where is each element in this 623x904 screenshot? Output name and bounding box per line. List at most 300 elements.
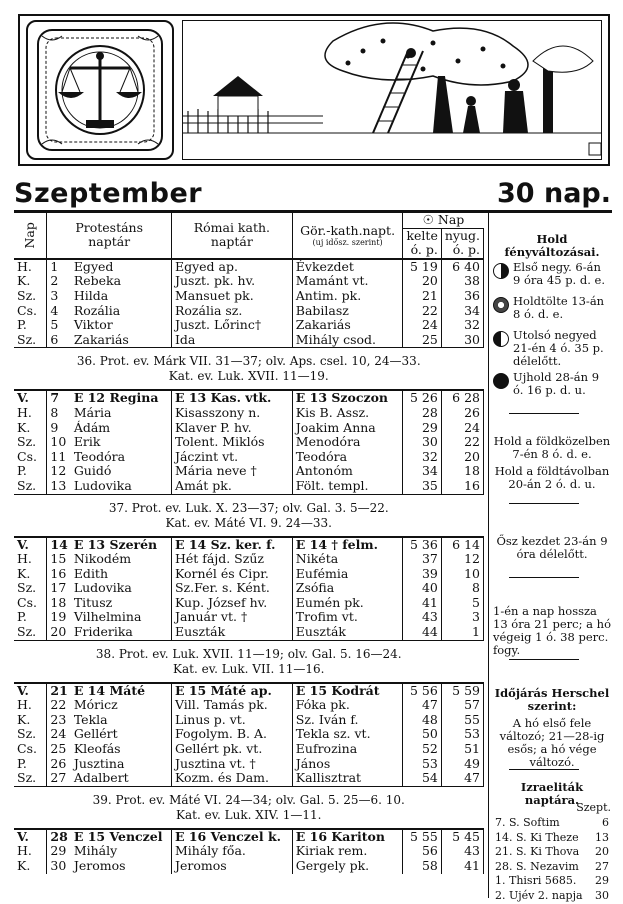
sunrise: 30: [403, 435, 441, 450]
gor-name: Menodóra: [292, 435, 403, 450]
note-line-1: 39. Prot. ev. Máté VI. 24—34; olv. Gal. 5. 25—6. 10.: [92, 792, 405, 807]
day-of-week: P.: [14, 757, 47, 772]
rom-name: Amát pk.: [171, 479, 292, 494]
gor-name: János: [292, 757, 403, 772]
sunset: 5 45: [441, 829, 483, 845]
day-row: [14, 698, 484, 713]
sunrise: 39: [403, 567, 441, 582]
prot-name: Jusztina: [71, 757, 172, 772]
day-number: 7: [47, 390, 71, 406]
day-of-week: P.: [14, 318, 47, 333]
day-number: 4: [50, 302, 59, 318]
sunset: 16: [441, 479, 483, 494]
prot-name: Hilda: [71, 289, 172, 304]
rom-name: Egyed ap.: [171, 259, 292, 275]
sunrise: 50: [403, 727, 441, 742]
libra-emblem: [26, 20, 174, 160]
day-number: 24: [50, 726, 67, 742]
sunrise: 47: [403, 698, 441, 713]
apogee: Hold a földtávolban 20-án 2 ó. d. u.: [494, 464, 610, 491]
prot-name: E 12 Regina: [71, 390, 172, 406]
sunset: 24: [441, 421, 483, 436]
days-count: 30 nap.: [497, 178, 611, 209]
day-number: 16: [50, 565, 67, 581]
sunrise: 5 19: [403, 259, 441, 275]
day-of-week: Sz.: [14, 771, 47, 786]
rom-name: Sz.Fer. s. Ként.: [171, 581, 292, 596]
day-row: [14, 625, 484, 640]
prot-name: Viktor: [71, 318, 172, 333]
rom-name: Mansuet pk.: [171, 289, 292, 304]
sunset: 3: [441, 610, 483, 625]
israel-name: 7. S. Softim: [495, 816, 560, 829]
prot-name: Adalbert: [71, 771, 172, 786]
israel-title: Izraeliták naptára.: [520, 780, 584, 807]
prot-name: Rozália: [71, 304, 172, 319]
sunset: 6 28: [441, 390, 483, 406]
sunrise: 5 36: [403, 537, 441, 553]
day-row: [14, 274, 484, 289]
israel-name: 1. Thisri 5685.: [495, 874, 577, 887]
gor-name: Évkezdet: [292, 259, 403, 275]
prot-name: Friderika: [71, 625, 172, 640]
gor-name: Antonóm: [292, 464, 403, 479]
gospel-note: [14, 494, 484, 537]
day-row: [14, 479, 484, 494]
sunrise: 37: [403, 552, 441, 567]
sunset: 55: [441, 713, 483, 728]
day-number: 17: [50, 580, 67, 596]
day-number: 28: [47, 829, 71, 845]
rom-name: E 16 Venczel k.: [171, 829, 292, 845]
day-of-week: P.: [14, 464, 47, 479]
gor-name: Nikéta: [292, 552, 403, 567]
gor-header: Gör.-kath.napt. (uj idősz. szerint): [292, 213, 403, 259]
prot-name: E 14 Máté: [71, 683, 172, 699]
prot-name: Móricz: [71, 698, 172, 713]
rom-name: Vill. Tamás pk.: [171, 698, 292, 713]
sunset: 8: [441, 581, 483, 596]
gor-name: Zsófia: [292, 581, 403, 596]
sunrise: 21: [403, 289, 441, 304]
day-row: [14, 537, 484, 553]
moon-last: Utolsó negyed 21-én 4 ó. 35 p. délelőtt.: [493, 329, 611, 368]
sunrise: 5 55: [403, 829, 441, 845]
day-row: [14, 390, 484, 406]
set-header: nyug. ó. p.: [441, 228, 483, 259]
rom-name: Jusztina vt. †: [171, 757, 292, 772]
gor-name: Mamánt vt.: [292, 274, 403, 289]
day-number: 1: [47, 259, 71, 275]
sunrise: 54: [403, 771, 441, 786]
day-length: 1-én a nap hossza 13 óra 21 perc; a hó végeig 1 ó. 38 perc. fogy.: [493, 604, 611, 657]
first-quarter-icon: [493, 263, 509, 279]
rom-name: Rozália sz.: [171, 304, 292, 319]
day-row: [14, 610, 484, 625]
day-number: 22: [50, 697, 67, 713]
header-row: [14, 213, 484, 228]
sidebar: [488, 213, 613, 902]
day-number: 18: [50, 594, 67, 610]
sunset: 51: [441, 742, 483, 757]
day-number: 3: [50, 287, 59, 303]
rom-header: Római kath. naptár: [171, 213, 292, 259]
prot-name: E 13 Szerén: [71, 537, 172, 553]
israel-day: 6: [602, 816, 609, 829]
sunrise: 53: [403, 757, 441, 772]
gor-name: E 14 † felm.: [292, 537, 403, 553]
day-row: [14, 259, 484, 275]
moon-title: Hold fényváltozásai.: [504, 232, 600, 259]
sunrise: 41: [403, 596, 441, 611]
israel-day: 29: [595, 874, 609, 887]
sunset: 43: [441, 844, 483, 859]
orchard-scene: [182, 20, 602, 160]
israel-day: 27: [595, 859, 609, 873]
sunrise: 43: [403, 610, 441, 625]
prot-name: Rebeka: [71, 274, 172, 289]
prot-name: Mihály: [71, 844, 172, 859]
prot-name: Gellért: [71, 727, 172, 742]
note-line-2: Kat. ev. Luk. XIV. 1—11.: [176, 807, 322, 822]
day-of-week: Cs.: [14, 596, 47, 611]
month-title: Szeptember: [14, 178, 203, 209]
day-row: [14, 406, 484, 421]
gor-name: Eufrozina: [292, 742, 403, 757]
day-row: [14, 859, 484, 874]
sunset: 34: [441, 304, 483, 319]
sunrise: 32: [403, 450, 441, 465]
sunrise: 56: [403, 844, 441, 859]
rom-name: Január vt. †: [171, 610, 292, 625]
note-line-1: 38. Prot. ev. Luk. XVII. 11—19; olv. Gal. 5. 16—24.: [95, 646, 402, 661]
day-row: [14, 727, 484, 742]
day-row: [14, 713, 484, 728]
rom-name: E 15 Máté ap.: [171, 683, 292, 699]
day-number: 14: [47, 537, 71, 553]
day-of-week: V.: [14, 537, 47, 553]
israel-row: [495, 832, 609, 845]
note-line-2: Kat. ev. Luk. VII. 11—16.: [173, 661, 325, 676]
israel-table: [493, 815, 611, 904]
israel-col: Szept.: [576, 801, 611, 814]
new-moon-icon: [493, 373, 509, 389]
prot-name: Mária: [71, 406, 172, 421]
sunrise: 20: [403, 274, 441, 289]
prot-name: Ádám: [71, 421, 172, 436]
sunset: 18: [441, 464, 483, 479]
day-row: [14, 771, 484, 786]
gor-name: Sz. Iván f.: [292, 713, 403, 728]
day-row: [14, 450, 484, 465]
day-of-week: H.: [14, 552, 47, 567]
rom-name: Jeromos: [171, 859, 292, 874]
day-of-week: K.: [14, 713, 47, 728]
rise-header: kelte ó. p.: [403, 228, 441, 259]
rom-name: Juszt. Lőrinc†: [171, 318, 292, 333]
day-row: [14, 552, 484, 567]
full-moon-icon: [493, 297, 509, 313]
gor-name: Teodóra: [292, 450, 403, 465]
prot-name: Edith: [71, 567, 172, 582]
rom-name: E 13 Kas. vtk.: [171, 390, 292, 406]
day-number: 21: [47, 683, 71, 699]
weather-title: Időjárás Herschel szerint:: [494, 686, 610, 713]
day-row: [14, 464, 484, 479]
israel-name: 21. S. Ki Thova: [495, 845, 580, 858]
sunset: 6 14: [441, 537, 483, 553]
day-of-week: Sz.: [14, 435, 47, 450]
prot-header: Protestáns naptár: [47, 213, 172, 259]
sunset: 1: [441, 625, 483, 640]
day-row: [14, 581, 484, 596]
sunset: 38: [441, 274, 483, 289]
rom-name: Kornél és Cipr.: [171, 567, 292, 582]
prot-name: Titusz: [71, 596, 172, 611]
prot-name: Ludovika: [71, 581, 172, 596]
rom-name: Mária neve †: [171, 464, 292, 479]
day-row: [14, 829, 484, 845]
perigee: Hold a földközelben 7-én 8 ó. d. e.: [493, 434, 611, 461]
gospel-note: [14, 640, 484, 683]
israel-name: 28. S. Nezavim: [495, 859, 579, 873]
day-of-week: Sz.: [14, 581, 47, 596]
sunrise: 5 56: [403, 683, 441, 699]
israel-day: 13: [595, 830, 609, 844]
rom-name: Hét fájd. Szűz: [171, 552, 292, 567]
sunrise: 22: [403, 304, 441, 319]
sun-icon: ☉: [422, 212, 434, 227]
sunrise: 52: [403, 742, 441, 757]
note-line-2: Kat. ev. Luk. XVII. 11—19.: [168, 369, 329, 384]
rom-name: Gellért pk. vt.: [171, 742, 292, 757]
day-row: [14, 435, 484, 450]
day-of-week: P.: [14, 610, 47, 625]
prot-name: Jeromos: [71, 859, 172, 874]
day-number: 13: [50, 477, 67, 493]
day-of-week: H.: [14, 406, 47, 421]
sunrise: 24: [403, 318, 441, 333]
gor-name: Babilasz: [292, 304, 403, 319]
day-of-week: Cs.: [14, 304, 47, 319]
israel-row: [495, 846, 609, 859]
israel-name: 2. Ujév 2. napja: [495, 888, 583, 902]
sunset: 36: [441, 289, 483, 304]
prot-name: Guidó: [71, 464, 172, 479]
gor-name: Antim. pk.: [292, 289, 403, 304]
gor-name: E 16 Kariton: [292, 829, 403, 845]
sunset: 6 40: [441, 259, 483, 275]
israel-day: 30: [595, 888, 609, 902]
sunset: 30: [441, 333, 483, 348]
prot-name: Kleofás: [71, 742, 172, 757]
sunset: 12: [441, 552, 483, 567]
day-number: 25: [50, 741, 67, 757]
gospel-note: [14, 786, 484, 829]
autumn: Ősz kezdet 23-án 9 óra délelőtt.: [496, 534, 608, 561]
sunset: 10: [441, 567, 483, 582]
day-number: 26: [50, 755, 67, 771]
day-row: [14, 421, 484, 436]
day-row: [14, 304, 484, 319]
gor-name: Eufémia: [292, 567, 403, 582]
moon-new: Ujhold 28-án 9 ó. 16 p. d. u.: [493, 371, 611, 397]
day-number: 10: [50, 434, 67, 450]
weather-text: A hó első fele változó; 21—28-ig esős; a hó vége változó.: [499, 716, 605, 769]
gor-name: Kiriak rem.: [292, 844, 403, 859]
day-number: 19: [50, 609, 67, 625]
sunrise: 44: [403, 625, 441, 640]
sunset: 53: [441, 727, 483, 742]
rom-name: Ida: [171, 333, 292, 348]
day-of-week: V.: [14, 829, 47, 845]
day-row: [14, 289, 484, 304]
rom-name: Klaver P. hv.: [171, 421, 292, 436]
gor-name: Joakim Anna: [292, 421, 403, 436]
sunrise: 34: [403, 464, 441, 479]
rom-name: Juszt. pk. hv.: [171, 274, 292, 289]
sunrise: 35: [403, 479, 441, 494]
gor-name: Euszták: [292, 625, 403, 640]
sunrise: 29: [403, 421, 441, 436]
day-row: [14, 596, 484, 611]
prot-name: Tekla: [71, 713, 172, 728]
moon-full: Holdtölte 13-án 8 ó. d. e.: [493, 295, 611, 321]
prot-name: Ludovika: [71, 479, 172, 494]
sunrise: 28: [403, 406, 441, 421]
prot-name: Erik: [71, 435, 172, 450]
rom-name: Linus p. vt.: [171, 713, 292, 728]
day-of-week: Sz.: [14, 479, 47, 494]
rom-name: Kozm. és Dam.: [171, 771, 292, 786]
day-row: [14, 844, 484, 859]
note-line-1: 37. Prot. ev. Luk. X. 23—37; olv. Gal. 3. 5—22.: [108, 500, 389, 515]
sunset: 22: [441, 435, 483, 450]
rom-name: Kisasszony n.: [171, 406, 292, 421]
day-of-week: K.: [14, 274, 47, 289]
day-number: 15: [50, 551, 67, 567]
israel-name: 14. S. Ki Theze: [495, 830, 579, 844]
note-line-1: 36. Prot. ev. Márk VII. 31—37; olv. Aps. csel. 10, 24—33.: [76, 354, 421, 369]
day-row: [14, 757, 484, 772]
day-of-week: Sz.: [14, 289, 47, 304]
day-of-week: V.: [14, 390, 47, 406]
day-number: 6: [50, 331, 59, 347]
gor-name: Trofim vt.: [292, 610, 403, 625]
gor-name: Eumén pk.: [292, 596, 403, 611]
day-of-week: K.: [14, 567, 47, 582]
day-number: 27: [50, 770, 67, 786]
israel-day: 20: [595, 845, 609, 858]
rom-name: Tolent. Miklós: [171, 435, 292, 450]
day-number: 20: [50, 624, 67, 640]
gor-name: Tekla sz. vt.: [292, 727, 403, 742]
sunset: 26: [441, 406, 483, 421]
gor-name: E 13 Szoczon: [292, 390, 403, 406]
gor-name: Kis B. Assz.: [292, 406, 403, 421]
prot-name: Nikodém: [71, 552, 172, 567]
day-number: 9: [50, 419, 59, 435]
sunrise: 25: [403, 333, 441, 348]
day-of-week: V.: [14, 683, 47, 699]
day-number: 11: [50, 448, 67, 464]
calendar-table: [14, 213, 484, 874]
sunset: 41: [441, 859, 483, 874]
rom-name: Fogolym. B. A.: [171, 727, 292, 742]
sunrise: 5 26: [403, 390, 441, 406]
day-of-week: K.: [14, 859, 47, 874]
day-of-week: Sz.: [14, 333, 47, 348]
sunset: 47: [441, 771, 483, 786]
day-row: [14, 567, 484, 582]
day-number: 12: [50, 463, 67, 479]
day-number: 23: [50, 711, 67, 727]
gor-name: Gergely pk.: [292, 859, 403, 874]
day-of-week: Sz.: [14, 625, 47, 640]
day-of-week: Cs.: [14, 450, 47, 465]
gospel-note: [14, 348, 484, 391]
day-number: 29: [50, 843, 67, 859]
sunset: 49: [441, 757, 483, 772]
day-of-week: H.: [14, 698, 47, 713]
day-number: 2: [50, 273, 59, 289]
day-number: 8: [50, 404, 59, 420]
sunset: 5: [441, 596, 483, 611]
day-of-week: Cs.: [14, 742, 47, 757]
day-row: [14, 742, 484, 757]
day-of-week: H.: [14, 844, 47, 859]
sunrise: 48: [403, 713, 441, 728]
rom-name: Kup. József hv.: [171, 596, 292, 611]
sun-header: ☉ Nap: [403, 213, 484, 228]
gor-name: Fóka pk.: [292, 698, 403, 713]
moon-first: Első negy. 6-án 9 óra 45 p. d. e.: [493, 261, 611, 287]
note-line-2: Kat. ev. Máté VI. 9. 24—33.: [165, 515, 332, 530]
day-of-week: K.: [14, 421, 47, 436]
prot-name: Zakariás: [71, 333, 172, 348]
day-row: [14, 333, 484, 348]
sunset: 57: [441, 698, 483, 713]
gor-name: Mihály csod.: [292, 333, 403, 348]
day-of-week: Sz.: [14, 727, 47, 742]
gor-name: Fölt. templ.: [292, 479, 403, 494]
sunset: 20: [441, 450, 483, 465]
prot-name: Egyed: [71, 259, 172, 275]
israel-row: [495, 817, 609, 830]
header-illustration: [18, 14, 610, 166]
gor-name: E 15 Kodrát: [292, 683, 403, 699]
sunrise: 40: [403, 581, 441, 596]
gor-name: Zakariás: [292, 318, 403, 333]
last-quarter-icon: [493, 331, 509, 347]
rom-name: Euszták: [171, 625, 292, 640]
rom-name: Jáczint vt.: [171, 450, 292, 465]
sunrise: 58: [403, 859, 441, 874]
gor-name: Kallisztrat: [292, 771, 403, 786]
rom-name: Mihály főa.: [171, 844, 292, 859]
rom-name: E 14 Sz. ker. f.: [171, 537, 292, 553]
day-of-week: H.: [14, 259, 47, 275]
day-number: 5: [50, 317, 59, 333]
prot-name: Vilhelmina: [71, 610, 172, 625]
israel-row: [495, 861, 609, 874]
day-row: [14, 683, 484, 699]
day-number: 30: [50, 858, 67, 873]
prot-name: E 15 Venczel: [71, 829, 172, 845]
prot-name: Teodóra: [71, 450, 172, 465]
sunset: 32: [441, 318, 483, 333]
israel-row: [495, 875, 609, 888]
